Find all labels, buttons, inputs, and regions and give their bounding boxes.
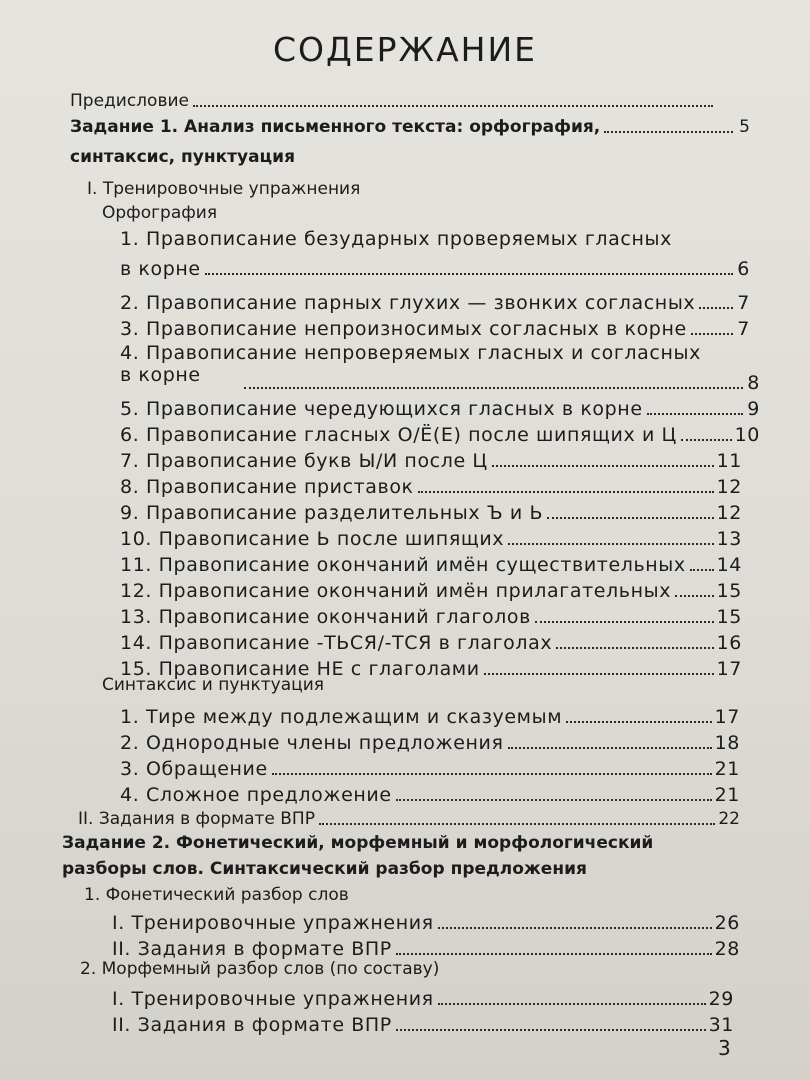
toc-entry-page: 8 — [747, 372, 760, 394]
toc-entry — [120, 314, 750, 340]
page-title: СОДЕРЖАНИЕ — [272, 30, 538, 69]
toc-entry-text: 10. Правописание Ь после шипящих — [120, 528, 505, 550]
toc-entry-text: 6. Правописание гласных О/Ё(Е) после шипящих и Ц — [120, 424, 677, 446]
toc-entry-page: 12 — [716, 502, 742, 524]
toc-entry-text: 5. Правописание чередующихся гласных в корне — [120, 398, 643, 420]
toc-entry — [120, 420, 760, 446]
toc-entry-text: 3. Правописание непроизносимых согласных в корне — [120, 318, 687, 340]
leader-dots — [438, 1003, 706, 1005]
toc-entry-page: 17 — [716, 658, 742, 680]
leader-dots — [396, 1029, 706, 1031]
toc-entry-text: 14. Правописание -ТЬСЯ/-ТСЯ в глаголах — [120, 632, 553, 654]
toc-entry — [120, 602, 742, 628]
toc-entry — [120, 254, 750, 280]
leader-dots — [691, 333, 733, 335]
toc-item-4-line1: 4. Правописание непроверяемых гласных и согласных — [120, 342, 701, 364]
toc-entry-text: 11. Правописание окончаний имён существительных — [120, 554, 686, 576]
leader-dots — [396, 799, 712, 801]
leader-dots — [508, 747, 712, 749]
leader-dots — [508, 543, 713, 545]
toc-entry-page: 21 — [714, 784, 740, 806]
toc-entry-text: II. Задания в формате ВПР — [112, 938, 392, 960]
toc-entry-page: 7 — [737, 292, 750, 314]
toc-entry-page: 15 — [716, 606, 742, 628]
subsection-syntax: Синтаксис и пунктуация — [102, 675, 325, 695]
toc-entry — [120, 524, 742, 550]
toc-entry-page: 12 — [716, 476, 742, 498]
toc-entry-page: 18 — [714, 732, 740, 754]
toc-entry-page: 31 — [708, 1014, 734, 1036]
leader-dots — [319, 823, 715, 825]
toc-entry-text: 4. Сложное предложение — [120, 784, 392, 806]
leader-dots — [193, 105, 713, 107]
toc-entry — [120, 576, 742, 602]
toc-entry — [112, 984, 734, 1010]
toc-entry-preface — [70, 86, 730, 112]
leader-dots — [647, 413, 743, 415]
toc-entry-text: I. Тренировочные упражнения — [112, 912, 434, 934]
toc-entry-text: Задание 1. Анализ письменного текста: орфография, — [70, 117, 601, 137]
subsection-phonetic: 1. Фонетический разбор слов — [84, 885, 349, 905]
leader-dots — [484, 673, 714, 675]
leader-dots — [205, 273, 733, 275]
leader-dots — [690, 569, 714, 571]
task2-heading-line1: Задание 2. Фонетический, морфемный и морфологический — [62, 833, 654, 853]
leader-dots — [244, 387, 743, 389]
leader-dots — [547, 517, 713, 519]
leader-dots — [272, 773, 712, 775]
toc-entry-page: 22 — [718, 809, 740, 829]
page-number: 3 — [718, 1036, 731, 1060]
toc-entry-page: 16 — [716, 632, 742, 654]
toc-entry-page: 15 — [716, 580, 742, 602]
toc-entry-text: 7. Правописание букв Ы/И после Ц — [120, 450, 488, 472]
toc-entry — [78, 804, 740, 830]
toc-entry-page: 29 — [708, 988, 734, 1010]
leader-dots — [418, 491, 714, 493]
task2-heading-line2: разборы слов. Синтаксический разбор предложения — [62, 859, 587, 879]
toc-entry-task1 — [70, 112, 750, 138]
toc-entry-text: 3. Обращение — [120, 758, 268, 780]
toc-entry-text: Предисловие — [70, 91, 189, 111]
leader-dots — [604, 131, 733, 133]
toc-entry-page: 21 — [714, 758, 740, 780]
toc-entry-text: 15. Правописание НЕ с глаголами — [120, 658, 480, 680]
leader-dots — [556, 647, 713, 649]
toc-entry-page: 14 — [716, 554, 742, 576]
toc-entry-text: в корне — [120, 258, 201, 280]
toc-entry-text: 2. Правописание парных глухих — звонких согласных — [120, 292, 696, 314]
toc-entry-text: 8. Правописание приставок — [120, 476, 414, 498]
toc-entry — [112, 1010, 734, 1036]
toc-entry-text: 9. Правописание разделительных Ъ и Ь — [120, 502, 544, 524]
toc-entry-page: 9 — [747, 398, 760, 420]
task1-heading-cont: синтаксис, пунктуация — [70, 147, 295, 167]
toc-entry — [120, 754, 740, 780]
toc-entry — [120, 550, 742, 576]
toc-entry-text: I. Тренировочные упражнения — [112, 988, 434, 1010]
leader-dots — [492, 465, 714, 467]
toc-entry-page: 6 — [737, 258, 750, 280]
toc-entry — [120, 472, 742, 498]
toc-entry-page: 11 — [716, 450, 742, 472]
leader-dots — [438, 927, 712, 929]
section-training: I. Тренировочные упражнения — [87, 179, 361, 199]
toc-item-1-line1: 1. Правописание безударных проверяемых гласных — [120, 228, 672, 250]
subsection-orthography: Орфография — [102, 203, 218, 223]
toc-entry-page: 13 — [716, 528, 742, 550]
toc-entry — [120, 780, 740, 806]
leader-dots — [396, 953, 712, 955]
toc-entry-text: 13. Правописание окончаний глаголов — [120, 606, 531, 628]
toc-entry — [120, 498, 742, 524]
toc-entry-leader — [240, 368, 760, 394]
toc-item-4-line2: в корне — [120, 364, 201, 386]
toc-entry-text: 2. Однородные члены предложения — [120, 732, 504, 754]
toc-entry-text: 12. Правописание окончаний имён прилагательных — [120, 580, 672, 602]
toc-entry-page: 7 — [737, 318, 750, 340]
toc-entry-page: 10 — [734, 424, 760, 446]
toc-entry — [120, 288, 750, 314]
toc-entry — [120, 394, 760, 420]
toc-entry — [112, 908, 740, 934]
toc-entry-page: 17 — [714, 706, 740, 728]
leader-dots — [699, 307, 733, 309]
toc-entry — [120, 702, 740, 728]
toc-entry-page: 26 — [714, 912, 740, 934]
leader-dots — [681, 439, 732, 441]
toc-entry-text: II. Задания в формате ВПР — [112, 1014, 392, 1036]
toc-entry — [120, 446, 742, 472]
subsection-morphemic: 2. Морфемный разбор слов (по составу) — [80, 959, 440, 979]
toc-entry — [120, 628, 742, 654]
leader-dots — [535, 621, 714, 623]
leader-dots — [675, 595, 714, 597]
toc-entry-text: II. Задания в формате ВПР — [78, 809, 315, 829]
toc-entry-page: 5 — [739, 117, 750, 137]
toc-entry — [120, 728, 740, 754]
toc-entry-text: 1. Тире между подлежащим и сказуемым — [120, 706, 563, 728]
toc-entry-page: 28 — [714, 938, 740, 960]
leader-dots — [566, 721, 711, 723]
